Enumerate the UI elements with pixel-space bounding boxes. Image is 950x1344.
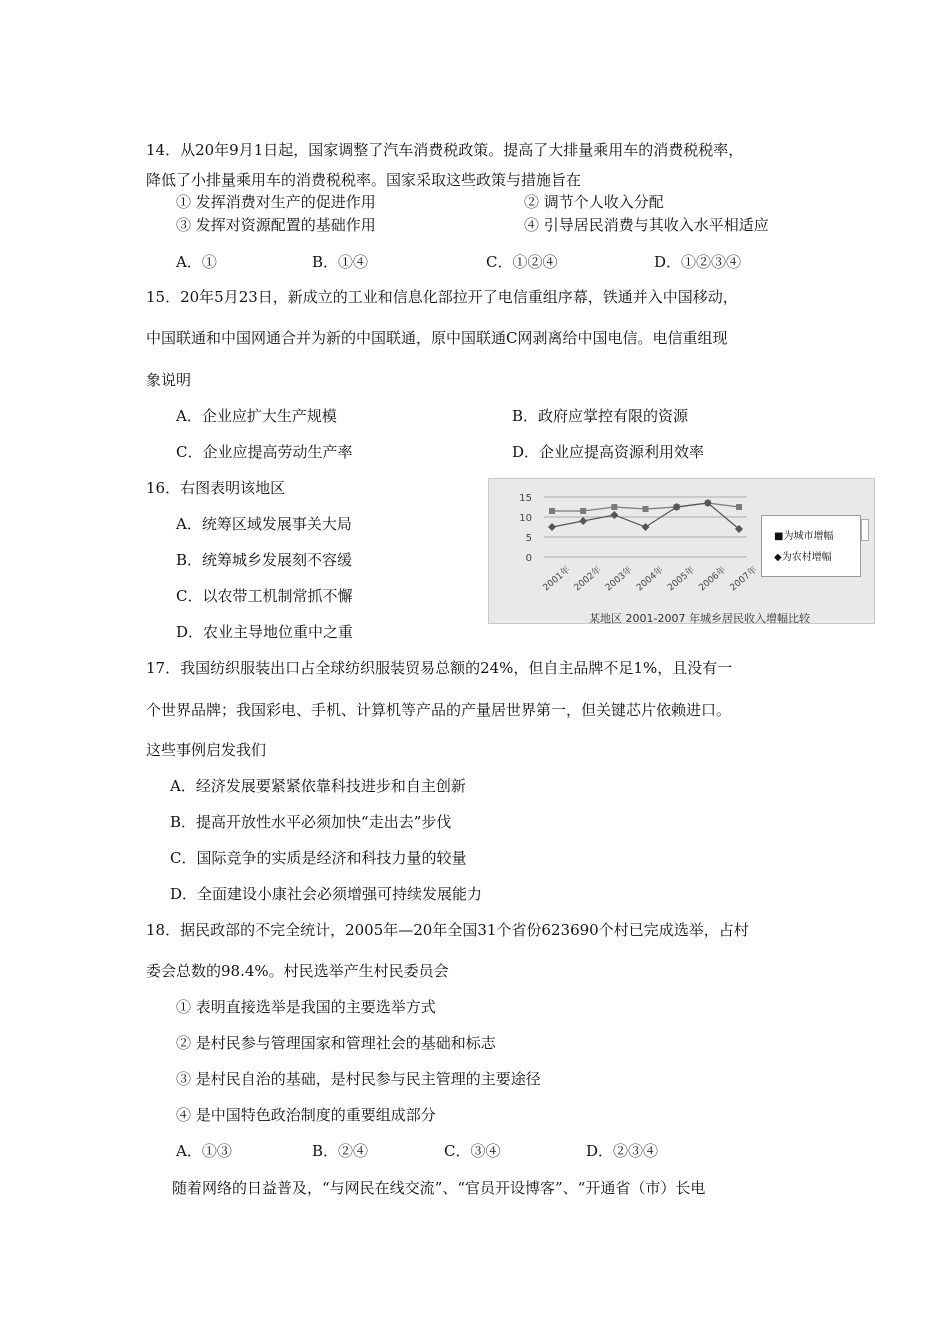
- q14-option-4: ④ 引导居民消费与其收入水平相适应: [524, 216, 769, 234]
- q17-answer-d: D．全面建设小康社会必须增强可持续发展能力: [170, 885, 483, 903]
- q14-answer-c: C．①②④: [486, 253, 558, 271]
- urban-point: [549, 508, 555, 514]
- q16-answer-b: B．统筹城乡发展刻不容缓: [176, 551, 353, 569]
- rural-point: [548, 523, 556, 531]
- x-tick-label: 2002年: [572, 565, 604, 594]
- q16-answer-d: D．农业主导地位重中之重: [176, 623, 354, 641]
- q17-answer-a: A．经济发展要紧紧依靠科技进步和自主创新: [170, 777, 466, 795]
- q14-answer-d: D．①②③④: [654, 253, 742, 271]
- q18-option-4: ④ 是中国特色政治制度的重要组成部分: [176, 1106, 436, 1124]
- q18-option-3: ③ 是村民自治的基础，是村民参与民主管理的主要途径: [176, 1070, 541, 1088]
- legend-urban: ■为城市增幅: [774, 531, 834, 542]
- x-tick-label: 2001年: [541, 565, 573, 594]
- q17-answer-b: B．提高开放性水平必须加快“走出去”步伐: [170, 813, 452, 831]
- urban-point: [580, 508, 586, 514]
- q14-stem-line2: 降低了小排量乘用车的消费税税率。国家采取这些政策与措施旨在: [146, 171, 582, 189]
- q18-answer-b: B．②④: [312, 1142, 369, 1160]
- y-tick-label: 10: [519, 513, 532, 524]
- q15-answer-a: A．企业应扩大生产规模: [176, 407, 337, 425]
- q14-option-1: ① 发挥消费对生产的促进作用: [176, 193, 376, 211]
- q18-option-1: ① 表明直接选举是我国的主要选举方式: [176, 998, 436, 1016]
- q18-answer-c: C．③④: [444, 1142, 501, 1160]
- q14-answer-b: B．①④: [312, 253, 369, 271]
- q18-answer-a: A．①③: [176, 1142, 232, 1160]
- q15-answer-c: C．企业应提高劳动生产率: [176, 443, 353, 461]
- y-tick-label: 5: [525, 533, 532, 544]
- q18-stem-line1: 18．据民政部的不完全统计，2005年—20年全国31个省份623690个村已完成选举，占村: [146, 921, 749, 939]
- urban-point: [643, 506, 649, 512]
- x-tick-label: 2007年: [728, 565, 760, 594]
- chart-caption: 某地区 2001-2007 年城乡居民收入增幅比较: [589, 612, 810, 625]
- urban-point: [611, 504, 617, 510]
- q17-stem-line2: 个世界品牌；我国彩电、手机、计算机等产品的产量居世界第一，但关键芯片依赖进口。: [146, 701, 732, 719]
- legend-rural: ◆为农村增幅: [774, 552, 832, 563]
- rural-point: [642, 523, 650, 531]
- q15-stem-line1: 15．20年5月23日，新成立的工业和信息化部拉开了电信重组序幕，铁通并入中国移动，: [146, 288, 738, 306]
- rural-point: [610, 511, 618, 519]
- q16-answer-c: C．以农带工机制常抓不懈: [176, 587, 353, 605]
- q14-option-2: ② 调节个人收入分配: [524, 193, 664, 211]
- y-tick-label: 15: [519, 493, 532, 504]
- q15-stem-line2: 中国联通和中国网通合并为新的中国联通，原中国联通C网剥离给中国电信。电信重组现: [146, 329, 728, 347]
- q15-stem-line3: 象说明: [146, 371, 192, 389]
- urban-point: [736, 504, 742, 510]
- y-tick-label: 0: [525, 553, 532, 564]
- trailing-paragraph: 随着网络的日益普及，“与网民在线交流”、“官员开设博客”、“开通省（市）长电: [172, 1179, 706, 1197]
- rural-point: [579, 517, 587, 525]
- x-tick-label: 2006年: [697, 565, 729, 594]
- x-tick-label: 2003年: [603, 565, 635, 594]
- legend-tab: [861, 519, 869, 541]
- q17-stem-line3: 这些事例启发我们: [146, 741, 267, 759]
- q14-option-3: ③ 发挥对资源配置的基础作用: [176, 216, 376, 234]
- q15-answer-b: B．政府应掌控有限的资源: [512, 407, 689, 425]
- q15-answer-d: D．企业应提高资源利用效率: [512, 443, 705, 461]
- q14-answer-a: A．①: [176, 253, 217, 271]
- q16-stem: 16．右图表明该地区: [146, 479, 286, 497]
- q18-answer-d: D．②③④: [586, 1142, 659, 1160]
- x-tick-label: 2005年: [666, 565, 698, 594]
- q16-answer-a: A．统筹区域发展事关大局: [176, 515, 352, 533]
- chart-legend: [761, 515, 861, 577]
- q18-option-2: ② 是村民参与管理国家和管理社会的基础和标志: [176, 1034, 496, 1052]
- q17-answer-c: C．国际竞争的实质是经济和科技力量的较量: [170, 849, 467, 867]
- x-tick-label: 2004年: [635, 565, 666, 594]
- q17-stem-line1: 17．我国纺织服装出口占全球纺织服装贸易总额的24%，但自主品牌不足1%，且没有一: [146, 659, 733, 677]
- q14-stem-line1: 14．从20年9月1日起，国家调整了汽车消费税政策。提高了大排量乘用车的消费税税率，: [146, 141, 744, 159]
- income-growth-chart: [488, 478, 875, 624]
- q18-stem-line2: 委会总数的98.4%。村民选举产生村民委员会: [146, 962, 449, 980]
